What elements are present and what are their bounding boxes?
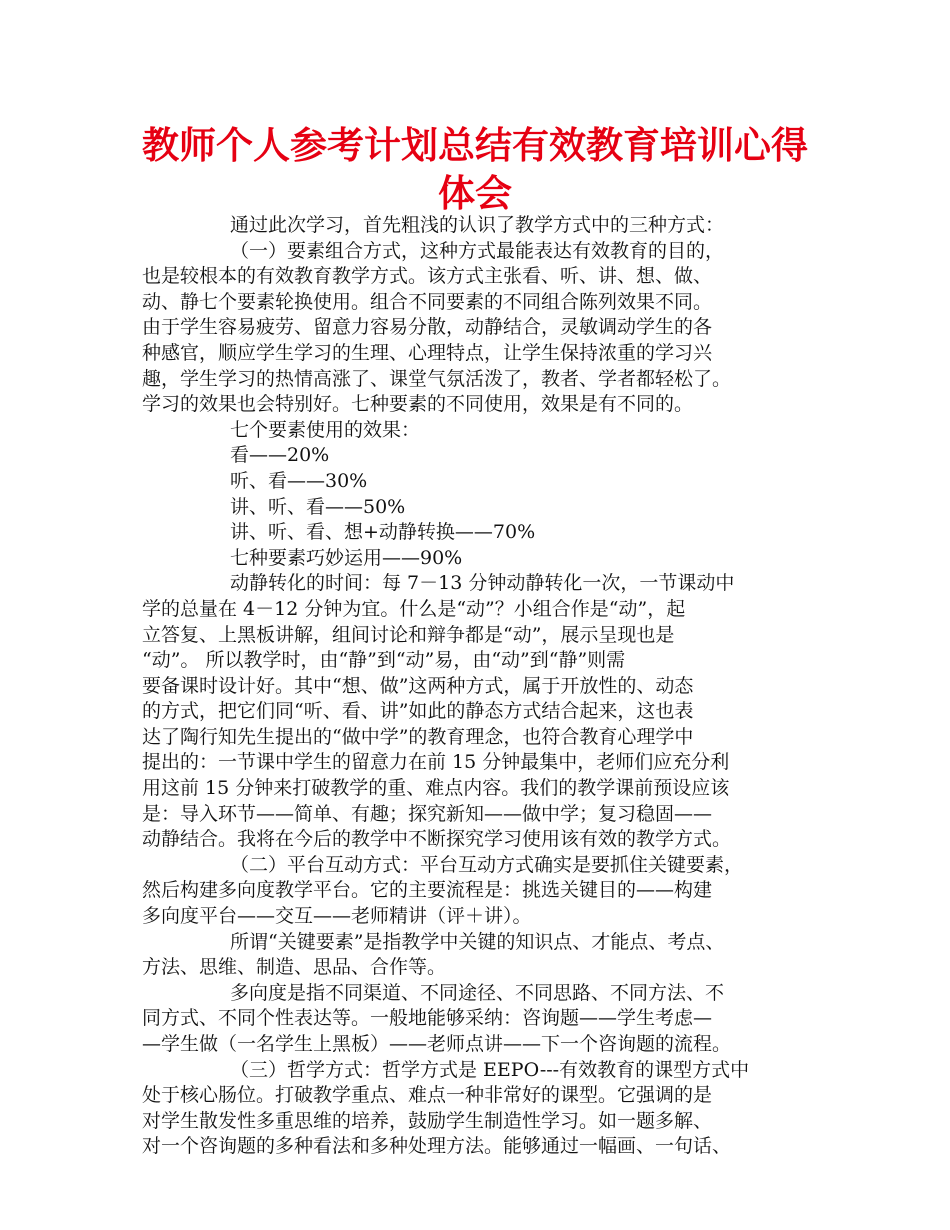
text-line: 学习的效果也会特别好。七种要素的不同使用，效果是有不同的。 [142, 393, 694, 416]
text-line: 七个要素使用的效果： [230, 418, 421, 441]
text-line: 动静转化的时间：每 7－13 分钟动静转化一次，一节课动中 [230, 572, 735, 595]
text-line: 也是较根本的有效教育教学方式。该方式主张看、听、讲、想、做、 [142, 265, 713, 288]
text-line: 多向度是指不同渠道、不同途径、不同思路、不同方法、不 [230, 981, 725, 1004]
text-line: 听、看——30% [230, 469, 368, 492]
text-line: 动静结合。我将在今后的教学中不断探究学习使用该有效的教学方式。 [142, 828, 732, 851]
text-line: （三）哲学方式：哲学方式是 EEPO---有效教育的课型方式中 [230, 1058, 750, 1081]
text-line: 的方式，把它们同“听、看、讲”如此的静态方式结合起来，这也表 [142, 700, 694, 723]
text-line: 讲、听、看、想+动静转换——70% [230, 521, 536, 544]
text-line: 通过此次学习，首先粗浅的认识了教学方式中的三种方式： [230, 214, 725, 236]
text-line: 方法、思维、制造、思品、合作等。 [142, 956, 447, 979]
text-line: 种感官，顺应学生学习的生理、心理特点，让学生保持浓重的学习兴 [142, 341, 713, 364]
text-line: 处于核心肠位。打破教学重点、难点一种非常好的课型。它强调的是 [142, 1084, 713, 1107]
text-line: 学的总量在 4－12 分钟为宜。什么是“动”？小组合作是“动”，起 [142, 597, 686, 620]
text-line: （一）要素组合方式，这种方式最能表达有效教育的目的， [230, 239, 725, 262]
text-line: 用这前 15 分钟来打破教学的重、难点内容。我们的教学课前预设应该 [142, 777, 730, 800]
text-line: （二）平台互动方式：平台互动方式确实是要抓住关键要素， [230, 853, 744, 876]
text-line: 对学生散发性多重思维的培养，鼓励学生制造性学习。如一题多解、 [142, 1109, 713, 1132]
text-line: 是：导入环节——简单、有趣；探究新知——做中学；复习稳固—— [142, 802, 713, 825]
text-line: 同方式、不同个性表达等。一般地能够采纳：咨询题——学生考虑— [142, 1007, 713, 1030]
text-line: 立答复、上黑板讲解，组间讨论和辩争都是“动”，展示呈现也是 [142, 623, 675, 646]
title-line-1: 教师个人参考计划总结有效教育培训心得 [142, 124, 808, 167]
text-line: 提出的：一节课中学生的留意力在前 15 分钟最集中，老师们应充分利 [142, 751, 730, 774]
page-title [120, 122, 830, 218]
text-line: 所谓“关键要素”是指教学中关键的知识点、才能点、考点、 [230, 930, 725, 953]
text-line: 要备课时设计好。其中“想、做”这两种方式，属于开放性的、动态 [142, 674, 694, 697]
text-line: 动、静七个要素轮换使用。组合不同要素的不同组合陈列效果不同。 [142, 290, 713, 313]
text-line: 多向度平台——交互——老师精讲（评＋讲）。 [142, 905, 532, 928]
text-line: 然后构建多向度教学平台。它的主要流程是：挑选关键目的——构建 [142, 879, 713, 902]
body-text [142, 213, 830, 1160]
text-line: 由于学生容易疲劳、留意力容易分散，动静结合，灵敏调动学生的各 [142, 316, 713, 339]
text-line: 趣，学生学习的热情高涨了、课堂气氛活泼了，教者、学者都轻松了。 [142, 367, 732, 390]
text-line: 看——20% [230, 444, 330, 467]
text-line: 讲、听、看——50% [230, 495, 406, 518]
text-line: “动”。 所以教学时，由“静”到“动”易，由“动”到“静”则需 [142, 649, 626, 672]
text-line: 对一个咨询题的多种看法和多种处理方法。能够通过一幅画、一句话、 [142, 1135, 732, 1158]
text-line: 七种要素巧妙运用——90% [230, 546, 463, 569]
text-line: —学生做（一名学生上黑板）——老师点讲——下一个咨询题的流程。 [142, 1033, 732, 1055]
text-line: 达了陶行知先生提出的“做中学”的教育理念，也符合教育心理学中 [142, 725, 694, 748]
title-line-2: 体会 [438, 172, 512, 215]
